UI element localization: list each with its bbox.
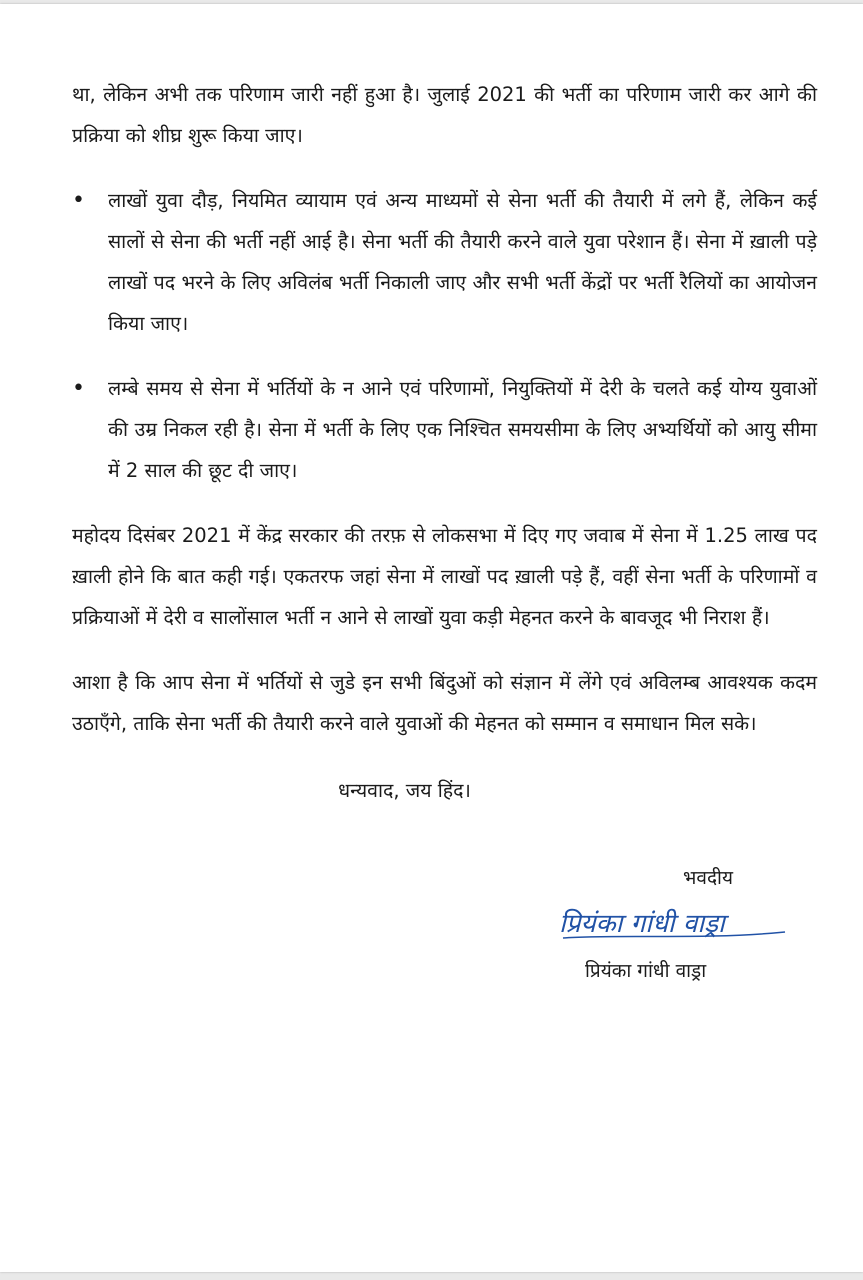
bullet-text: लाखों युवा दौड़, नियमित व्यायाम एवं अन्य माध्यमों से सेना भर्ती की तैयारी में लगे हैं, लेकिन कई सालों से सेना की भर्ती नहीं आई है। सेना भर्ती की तैयारी करने वाले युवा परेशान हैं। सेना में ख़ाली पड़े लाखों पद भरने के लिए अविलंब भर्ती निकाली जाए और सभी भर्ती केंद्रों पर भर्ती रैलियों का आयोजन किया जाए।	[108, 189, 817, 335]
paragraph-continuation: था, लेकिन अभी तक परिणाम जारी नहीं हुआ है। जुलाई 2021 की भर्ती का परिणाम जारी कर आगे की प्रक्रिया को शीघ्र शुरू किया जाए।	[72, 83, 817, 147]
handwritten-signature	[555, 894, 795, 954]
bullet-dot-icon: •	[72, 188, 85, 213]
paragraph-request: आशा है कि आप सेना में भर्तियों से जुडे इन सभी बिंदुओं को संज्ञान में लेंगे एवं अविलम्ब आवश्यक कदम उठाएँगे, ताकि सेना भर्ती की तैयारी करने वाले युवाओं की मेहनत को सम्मान व समाधान मिल सके।	[72, 671, 817, 735]
bullet-item	[72, 180, 817, 344]
bullet-item	[72, 368, 817, 491]
paragraph-vacancies: महोदय दिसंबर 2021 में केंद्र सरकार की तरफ़ से लोकसभा में दिए गए जवाब में सेना में 1.25 लाख पद ख़ाली होने कि बात कही गई। एकतरफ जहां सेना में लाखों पद ख़ाली पड़े हैं, वहीं सेना भर्ती के परिणामों व प्रक्रियाओं में देरी व सालोंसाल भर्ती न आने से लाखों युवा कड़ी मेहनत करने के बावजूद भी निराश हैं।	[72, 524, 817, 629]
signature-text: प्रियंका गांधी वाड्रा	[559, 909, 725, 939]
signoff: भवदीय	[683, 867, 733, 889]
letter-body	[72, 74, 817, 811]
letter-page	[0, 4, 863, 1272]
closing-line: धन्यवाद, जय हिंद।	[338, 779, 471, 802]
bullet-dot-icon: •	[72, 376, 85, 401]
bullet-text: लम्बे समय से सेना में भर्तियों के न आने एवं परिणामों, नियुक्तियों में देरी के चलते कई योग्य युवाओं की उम्र निकल रही है। सेना में भर्ती के लिए एक निश्चित समयसीमा के लिए अभ्यर्थियों को आयु सीमा में 2 साल की छूट दी जाए।	[108, 377, 817, 482]
signer-name: प्रियंका गांधी वाड्रा	[585, 960, 707, 982]
